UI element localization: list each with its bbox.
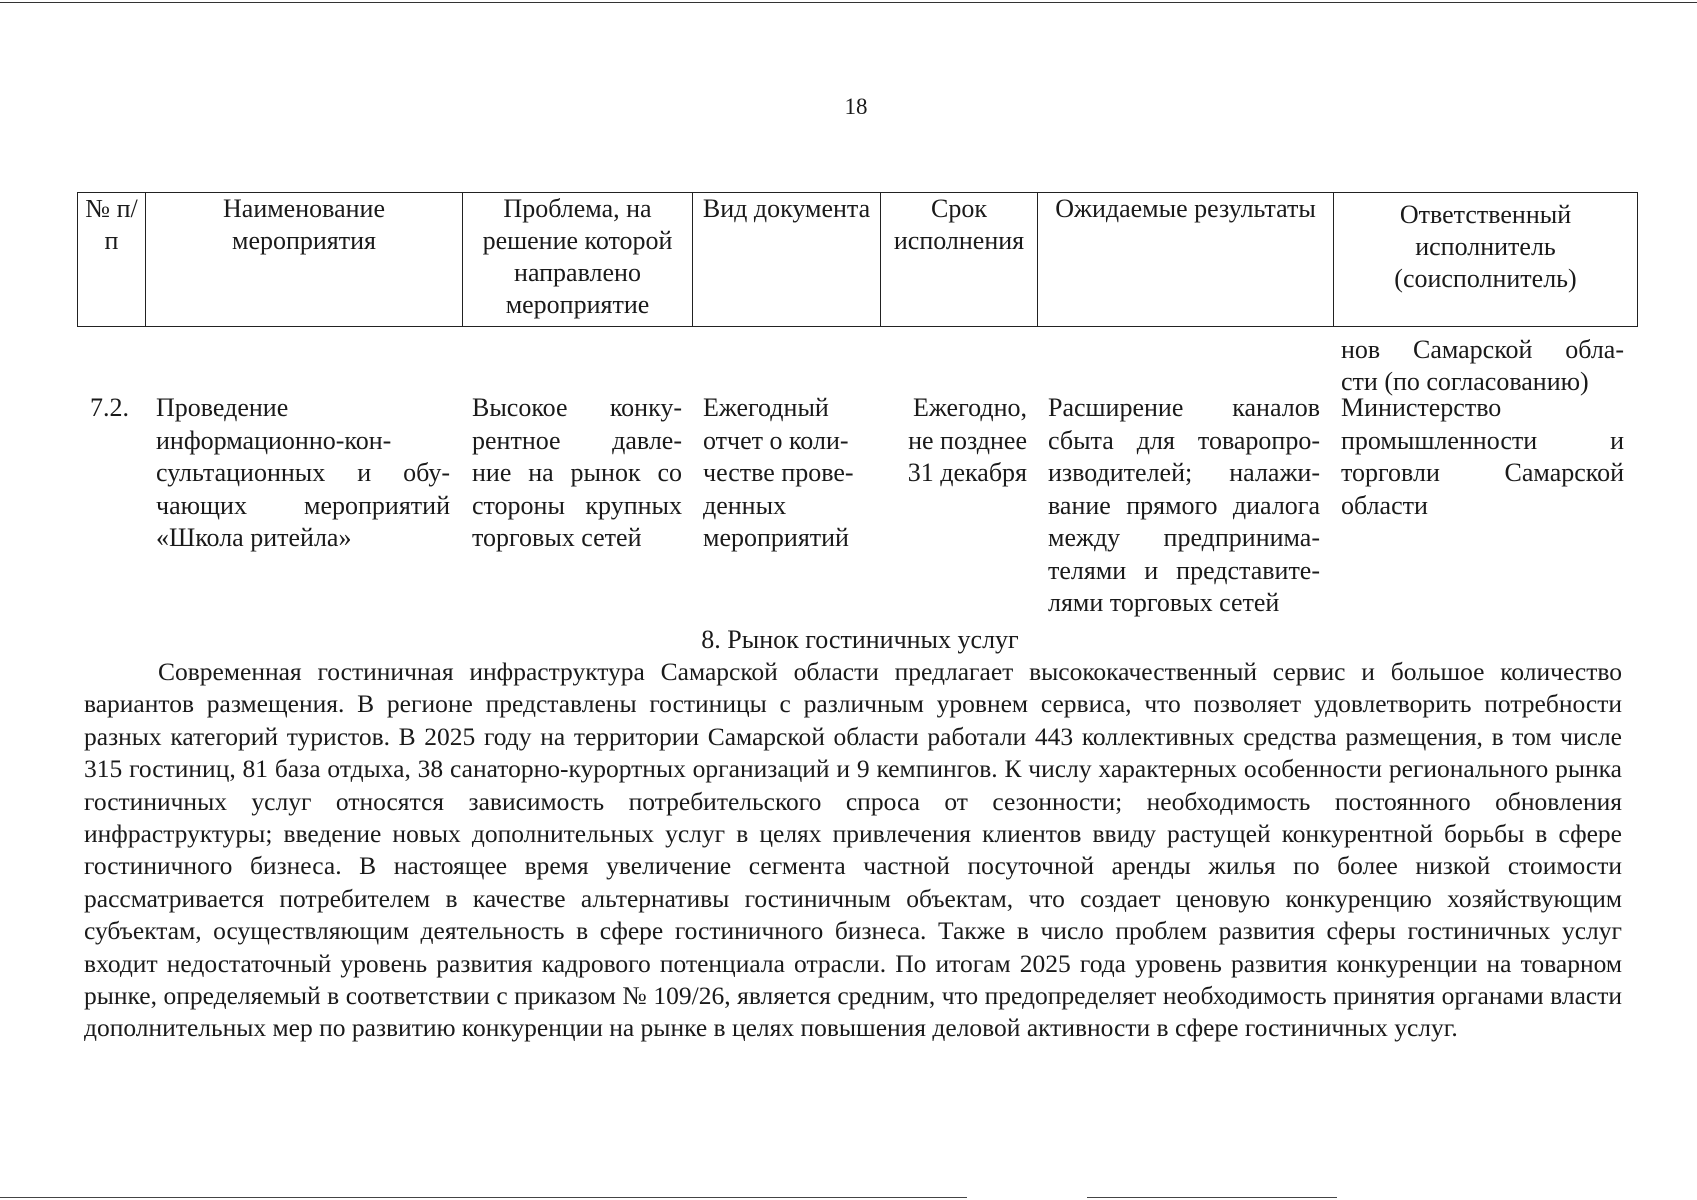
cell-line: честве прове- <box>703 458 854 487</box>
header-document-type: Вид документа <box>693 193 881 327</box>
cell-line: стороны крупных <box>472 490 682 520</box>
header-measure-name: Наименование мероприятия <box>146 193 463 327</box>
cell-line: торговых сетей <box>472 523 642 552</box>
measures-table-header <box>77 192 1638 327</box>
header-problem: Проблема, на решение которой направлено мероприятие <box>463 193 693 327</box>
cell-line: промышленности и <box>1341 425 1624 455</box>
row-document-type <box>703 392 875 555</box>
cell-line: рентное давле- <box>472 425 682 455</box>
cell-line: вание прямого диалога <box>1048 490 1320 520</box>
header-deadline: Срок исполнения <box>881 193 1038 327</box>
bottom-border-line <box>0 1197 967 1198</box>
row-problem <box>472 392 682 555</box>
cell-line: Ежегодно, <box>913 393 1027 422</box>
continuation-line: нов Самарской обла- <box>1341 335 1624 364</box>
cell-line: сультационных и обу- <box>156 458 450 487</box>
cell-line: «Школа ритейла» <box>156 523 352 552</box>
header-expected-results: Ожидаемые результаты <box>1038 193 1334 327</box>
cell-line: ние на рынок со <box>472 458 682 487</box>
bottom-border-line <box>1087 1197 1337 1198</box>
cell-line: Высокое конку- <box>472 393 682 422</box>
cell-line: 31 декабря <box>907 458 1027 487</box>
cell-line: Расширение каналов <box>1048 393 1320 422</box>
cell-line: торговли Самарской <box>1341 458 1624 487</box>
cell-line: лями торговых сетей <box>1048 588 1280 617</box>
cell-line: Министерство <box>1341 393 1502 422</box>
cell-line: денных <box>703 490 787 520</box>
row-number-text: 7.2. <box>90 393 129 422</box>
page-number: 18 <box>844 94 868 119</box>
top-border-line <box>0 2 1697 3</box>
row-number <box>90 392 138 425</box>
header-number: № п/п <box>78 193 146 327</box>
cell-line: Ежегодный <box>703 393 829 422</box>
cell-line: телями и представите- <box>1048 555 1320 585</box>
continuation-line: сти (по согласованию) <box>1341 367 1589 396</box>
row-responsible-executor <box>1341 392 1624 522</box>
cell-line: отчет о коли- <box>703 425 849 455</box>
section-paragraph: Современная гостиничная инфраструктура Самарской области предлагает высококачественный сервис и большое количество вариантов размещения. В регионе представлены гостиницы с различным уровнем сервиса, что позволяет удовлетворить потребности разных категорий туристов. В 2025 году на территории Самарской области работали 443 коллективных средства размещения, в том числе 315 гостиниц, 81 база отдыха, 38 санаторно-курортных организаций и 9 кемпингов. К числу характерных особенности регионального рынка гостиничных услуг относятся зависимость потребительского спроса от сезонности; необходимость постоянного обновления инфраструктуры; введение новых дополнительных услуг в целях привлечения клиентов ввиду растущей конкурентной борьбы в сфере гостиничного бизнеса. В настоящее время увеличение сегмента частной посуточной аренды жилья по более низкой стоимости рассматривается потребителем в качестве альтернативы гостиничным объектам, что создает ценовую конкуренцию хозяйствующим субъектам, осуществляющим деятельность в сфере гостиничного бизнеса. Также в число проблем развития сферы гостиничных услуг входит недостаточный уровень развития кадрового потенциала отрасли. По итогам 2025 года уровень развития конкуренции на товарном рынке, определяемый в соответствии с приказом № 109/26, является средним, что предопределяет необходимость принятия органами власти дополнительных мер по развитию конкуренции на рынке в целях повышения деловой активности в сфере гостиничных услуг. <box>84 657 1622 1043</box>
cell-line: между предпринима- <box>1048 523 1320 552</box>
cell-line: мероприятий <box>703 523 849 552</box>
section-heading: 8. Рынок гостиничных услуг <box>701 625 1019 654</box>
cell-line: информационно-кон- <box>156 425 392 455</box>
cell-line: изводителей; налажи- <box>1048 458 1320 487</box>
cell-line: чающих мероприятий <box>156 490 450 520</box>
row-expected-results <box>1048 392 1320 620</box>
row-measure-name <box>156 392 450 555</box>
table-header-row <box>78 193 1638 327</box>
cell-line: Проведение <box>156 393 289 422</box>
cell-line: сбыта для товаропро- <box>1048 425 1320 455</box>
row-deadline <box>892 392 1027 490</box>
cell-line: не позднее <box>908 425 1027 455</box>
cell-line: области <box>1341 490 1428 520</box>
header-responsible-executor: Ответственный исполнитель (соисполнитель) <box>1334 193 1638 327</box>
executor-continuation <box>1341 334 1624 398</box>
